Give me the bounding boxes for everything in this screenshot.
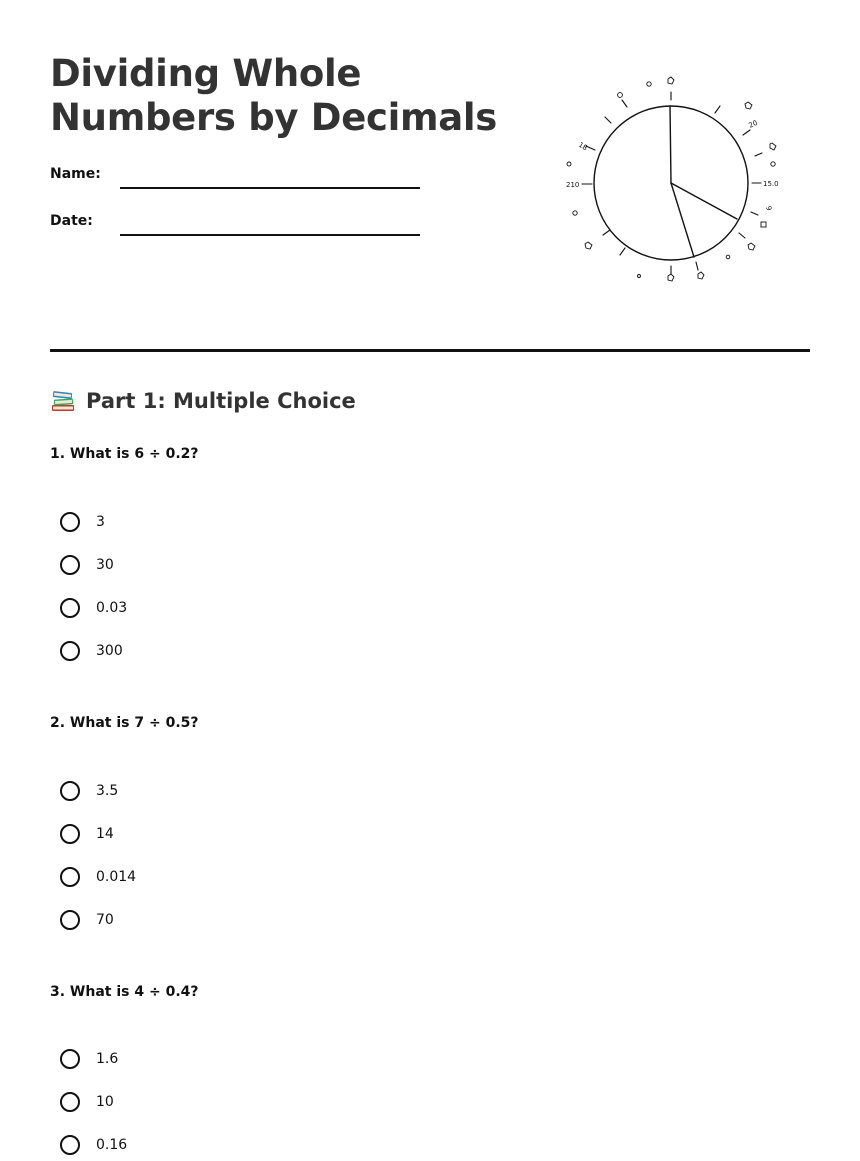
question-1-option-a[interactable] bbox=[60, 512, 105, 532]
option-label: 0.014 bbox=[96, 869, 137, 885]
name-line[interactable] bbox=[120, 187, 420, 189]
question-2: 2. What is 7 ÷ 0.5? bbox=[50, 715, 199, 731]
option-label: 3.5 bbox=[96, 783, 119, 799]
part1-heading bbox=[50, 388, 356, 414]
title-line-1: Dividing Whole bbox=[50, 52, 362, 95]
radio-button[interactable] bbox=[60, 641, 80, 661]
option-label: 10 bbox=[96, 1094, 114, 1110]
option-label: 30 bbox=[96, 557, 114, 573]
radio-button[interactable] bbox=[60, 1092, 80, 1112]
option-label: 70 bbox=[96, 912, 114, 928]
option-label: 1.6 bbox=[96, 1051, 119, 1067]
clock-label-upper-right: 20 bbox=[747, 118, 759, 130]
question-1-option-d[interactable] bbox=[60, 641, 123, 661]
date-line[interactable] bbox=[120, 234, 420, 236]
radio-button[interactable] bbox=[60, 867, 80, 887]
header-divider bbox=[50, 349, 810, 352]
option-label: 14 bbox=[96, 826, 114, 842]
question-1-option-c[interactable] bbox=[60, 598, 127, 618]
radio-button[interactable] bbox=[60, 555, 80, 575]
option-label: 0.03 bbox=[96, 600, 128, 616]
title-line-2: Numbers by Decimals bbox=[50, 96, 498, 139]
question-2-option-b[interactable] bbox=[60, 824, 114, 844]
question-1: 1. What is 6 ÷ 0.2? bbox=[50, 446, 199, 462]
question-2-option-d[interactable] bbox=[60, 910, 114, 930]
option-label: 0.16 bbox=[96, 1137, 128, 1153]
clock-label-left: 210 bbox=[566, 181, 580, 189]
option-label: 300 bbox=[96, 643, 123, 659]
radio-button[interactable] bbox=[60, 910, 80, 930]
question-2-option-a[interactable] bbox=[60, 781, 118, 801]
option-label: 3 bbox=[96, 514, 105, 530]
part1-heading-text: Part 1: Multiple Choice bbox=[86, 389, 356, 413]
books-icon bbox=[50, 388, 76, 414]
worksheet-title bbox=[50, 52, 530, 140]
radio-button[interactable] bbox=[60, 781, 80, 801]
clock-hand-up bbox=[670, 106, 671, 183]
sketched-clock-image bbox=[555, 70, 785, 290]
question-2-option-c[interactable] bbox=[60, 867, 136, 887]
radio-button[interactable] bbox=[60, 512, 80, 532]
question-3-option-b[interactable] bbox=[60, 1092, 114, 1112]
question-3-option-a[interactable] bbox=[60, 1049, 118, 1069]
clock-label-right: 15.0 bbox=[763, 180, 779, 188]
radio-button[interactable] bbox=[60, 824, 80, 844]
clock-label-lower-right: 9 bbox=[764, 204, 774, 212]
radio-button[interactable] bbox=[60, 598, 80, 618]
date-label: Date: bbox=[50, 213, 93, 229]
name-label: Name: bbox=[50, 166, 101, 182]
clock-label-top-left: 18 bbox=[577, 140, 589, 153]
radio-button[interactable] bbox=[60, 1049, 80, 1069]
question-3: 3. What is 4 ÷ 0.4? bbox=[50, 984, 199, 1000]
question-1-option-b[interactable] bbox=[60, 555, 114, 575]
question-3-option-c[interactable] bbox=[60, 1135, 127, 1155]
radio-button[interactable] bbox=[60, 1135, 80, 1155]
